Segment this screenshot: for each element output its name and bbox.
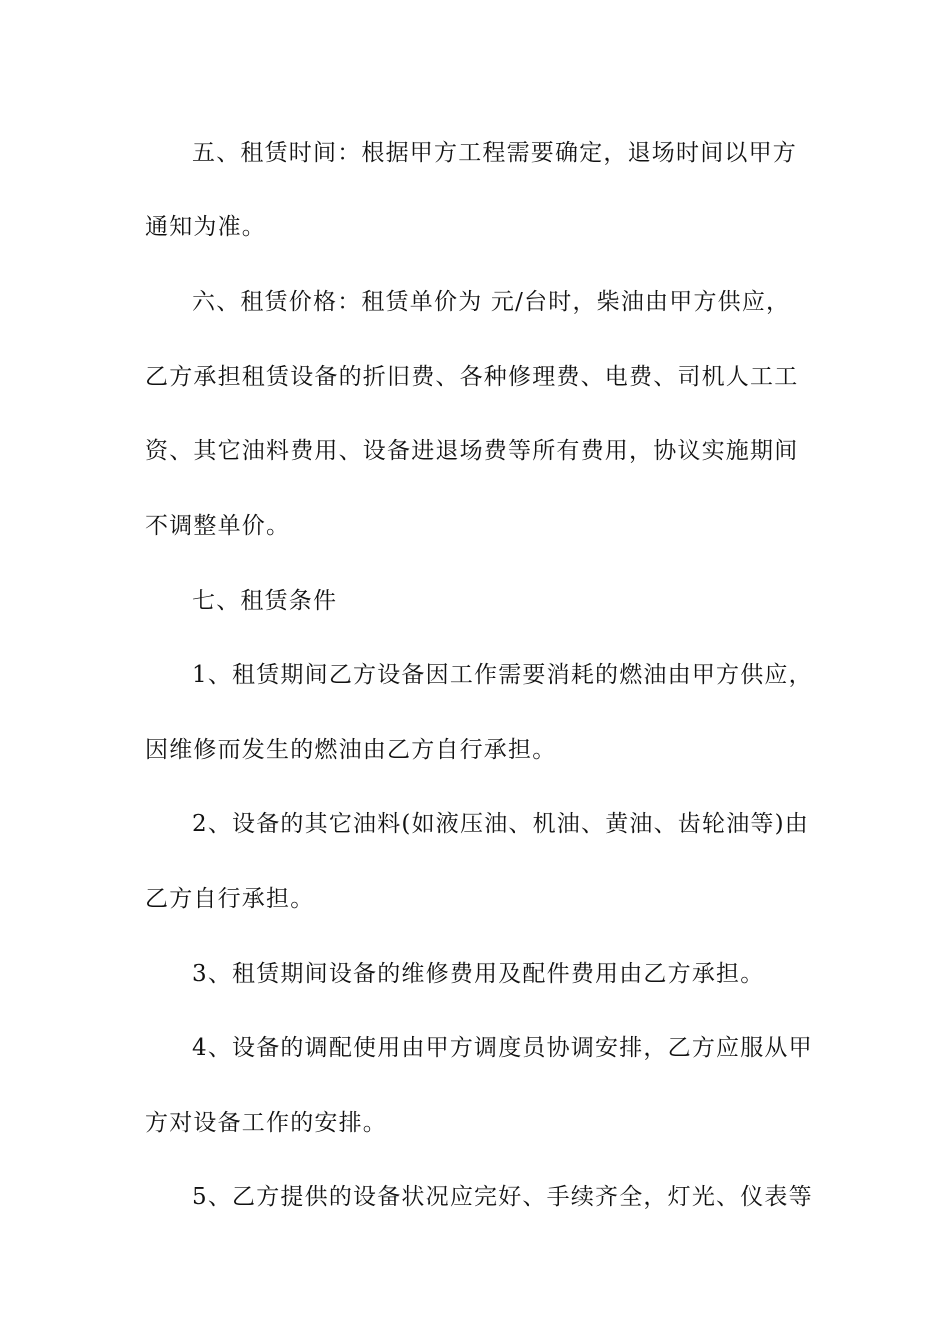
para-6-line-3: 资、其它油料费用、设备进退场费等所有费用，协议实施期间 bbox=[145, 438, 799, 464]
para-5-line-2: 通知为准。 bbox=[145, 214, 266, 240]
para-6-line-2: 乙方承担租赁设备的折旧费、各种修理费、电费、司机人工工 bbox=[145, 364, 799, 390]
item-4-line-2: 方对设备工作的安排。 bbox=[145, 1110, 387, 1136]
item-1-line-2: 因维修而发生的燃油由乙方自行承担。 bbox=[145, 737, 557, 763]
section-7-heading: 七、租赁条件 bbox=[192, 588, 338, 614]
para-6-line-1: 六、租赁价格：租赁单价为 元/台时，柴油由甲方供应， bbox=[192, 289, 791, 315]
item-1-line-1: 1、租赁期间乙方设备因工作需要消耗的燃油由甲方供应， bbox=[192, 662, 813, 688]
para-5-line-1: 五、租赁时间：根据甲方工程需要确定，退场时间以甲方 bbox=[192, 140, 797, 166]
para-6-line-4: 不调整单价。 bbox=[145, 513, 291, 539]
item-2-line-2: 乙方自行承担。 bbox=[145, 886, 315, 912]
item-3-line-1: 3、租赁期间设备的维修费用及配件费用由乙方承担。 bbox=[192, 961, 765, 987]
item-2-line-1: 2、设备的其它油料(如液压油、机油、黄油、齿轮油等)由 bbox=[192, 811, 809, 837]
item-4-line-1: 4、设备的调配使用由甲方调度员协调安排，乙方应服从甲 bbox=[192, 1035, 813, 1061]
item-5-line-1: 5、乙方提供的设备状况应完好、手续齐全，灯光、仪表等 bbox=[192, 1184, 813, 1210]
